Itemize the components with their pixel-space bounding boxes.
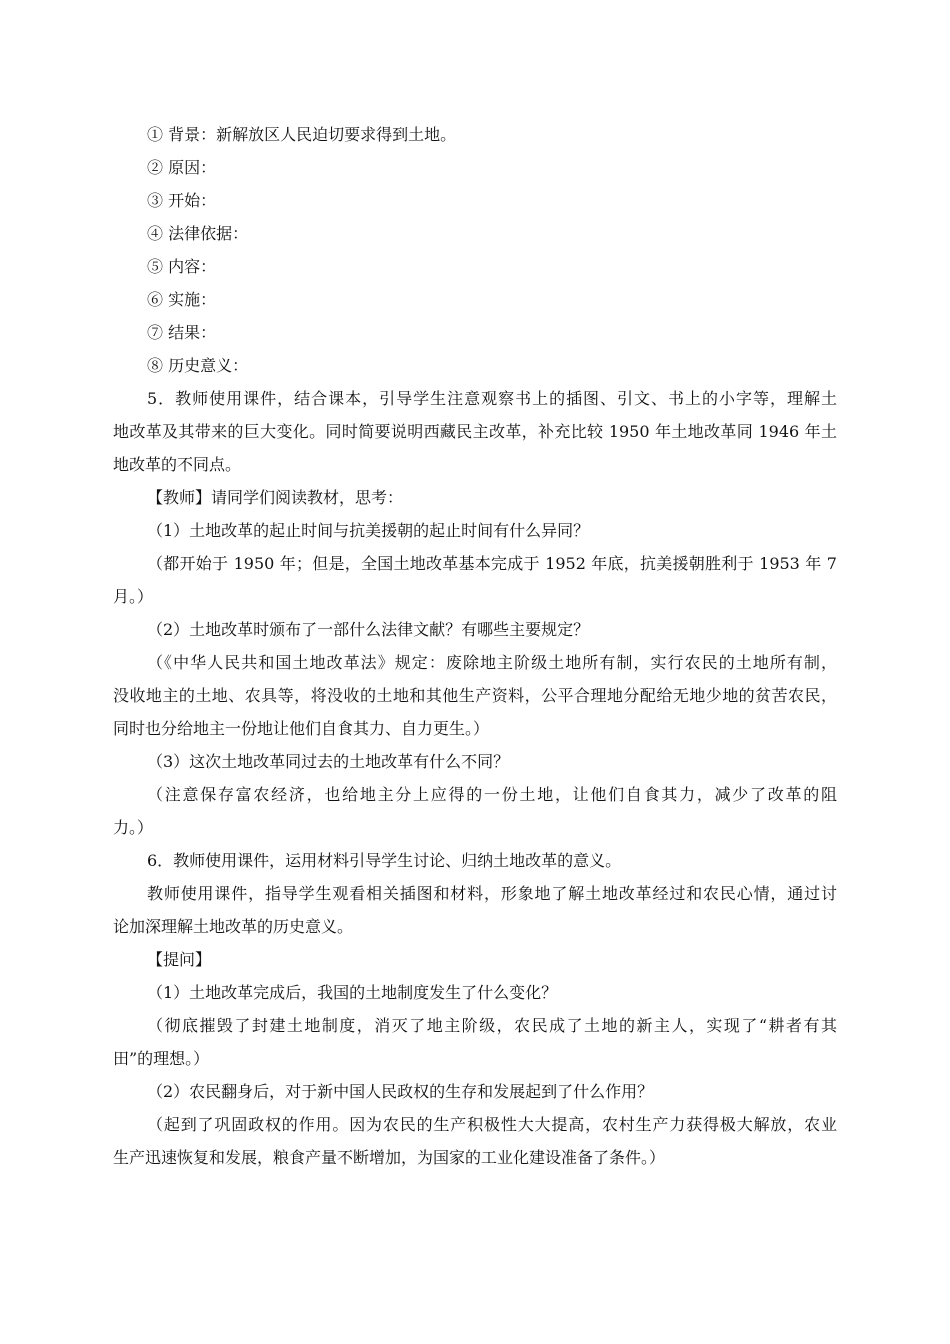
outline-item-implementation: ⑥ 实施：	[147, 290, 217, 309]
answer-1-line-1: （都开始于 1950 年；但是，全国土地改革基本完成于 1952 年底，抗美援朝胜利于 1953 年 7	[147, 554, 837, 573]
paragraph-step-6: 6．教师使用课件，运用材料引导学生讨论、归纳土地改革的意义。	[147, 851, 622, 870]
answer-2-line-2: 没收地主的土地、农具等，将没收的土地和其他生产资料，公平合理地分配给无地少地的贫苦农民，	[113, 686, 837, 705]
question-4: （1）土地改革完成后，我国的土地制度发生了什么变化？	[147, 983, 558, 1002]
answer-5-line-1: （起到了巩固政权的作用。因为农民的生产积极性大大提高，农村生产力获得极大解放，农业	[147, 1115, 837, 1134]
answer-1-line-2: 月。）	[113, 587, 154, 606]
document-body	[113, 118, 837, 1174]
paragraph-guidance-line-2: 论加深理解土地改革的历史意义。	[113, 917, 354, 936]
answer-2-line-1: （《中华人民共和国土地改革法》规定：废除地主阶级土地所有制，实行农民的土地所有制，	[147, 653, 837, 672]
outline-item-reason: ② 原因：	[147, 158, 217, 177]
outline-item-background: ① 背景：新解放区人民迫切要求得到土地。	[147, 125, 457, 144]
question-3: （3）这次土地改革同过去的土地改革有什么不同？	[147, 752, 510, 771]
outline-item-legal-basis: ④ 法律依据：	[147, 224, 249, 243]
answer-3-line-2: 力。）	[113, 818, 154, 837]
outline-item-start: ③ 开始：	[147, 191, 217, 210]
paragraph-step-5-line-2: 地改革及其带来的巨大变化。同时简要说明西藏民主改革，补充比较 1950 年土地改革同 1946 年土	[113, 422, 837, 441]
answer-4-line-1: （彻底摧毁了封建土地制度，消灭了地主阶级，农民成了土地的新主人，实现了“耕者有其	[147, 1016, 837, 1035]
question-5: （2）农民翻身后，对于新中国人民政权的生存和发展起到了什么作用？	[147, 1082, 654, 1101]
answer-2-line-3: 同时也分给地主一份地让他们自食其力、自力更生。）	[113, 719, 490, 738]
outline-item-result: ⑦ 结果：	[147, 323, 217, 342]
outline-item-content: ⑤ 内容：	[147, 257, 217, 276]
outline-item-significance: ⑧ 历史意义：	[147, 356, 249, 375]
paragraph-step-5-line-1: 5．教师使用课件，结合课本，引导学生注意观察书上的插图、引文、书上的小字等，理解土	[147, 389, 837, 408]
question-2: （2）土地改革时颁布了一部什么法律文献？有哪些主要规定？	[147, 620, 590, 639]
answer-4-line-2: 田”的理想。）	[113, 1049, 210, 1068]
question-heading: 【提问】	[147, 950, 212, 969]
answer-3-line-1: （注意保存富农经济，也给地主分上应得的一份土地，让他们自食其力，减少了改革的阻	[147, 785, 837, 804]
paragraph-guidance-line-1: 教师使用课件，指导学生观看相关插图和材料，形象地了解土地改革经过和农民心情，通过讨	[147, 884, 837, 903]
question-1: （1）土地改革的起止时间与抗美援朝的起止时间有什么异同？	[147, 521, 590, 540]
paragraph-step-5-line-3: 地改革的不同点。	[113, 455, 242, 474]
answer-5-line-2: 生产迅速恢复和发展，粮食产量不断增加，为国家的工业化建设准备了条件。）	[113, 1148, 666, 1167]
teacher-prompt: 【教师】请同学们阅读教材，思考：	[147, 488, 404, 507]
